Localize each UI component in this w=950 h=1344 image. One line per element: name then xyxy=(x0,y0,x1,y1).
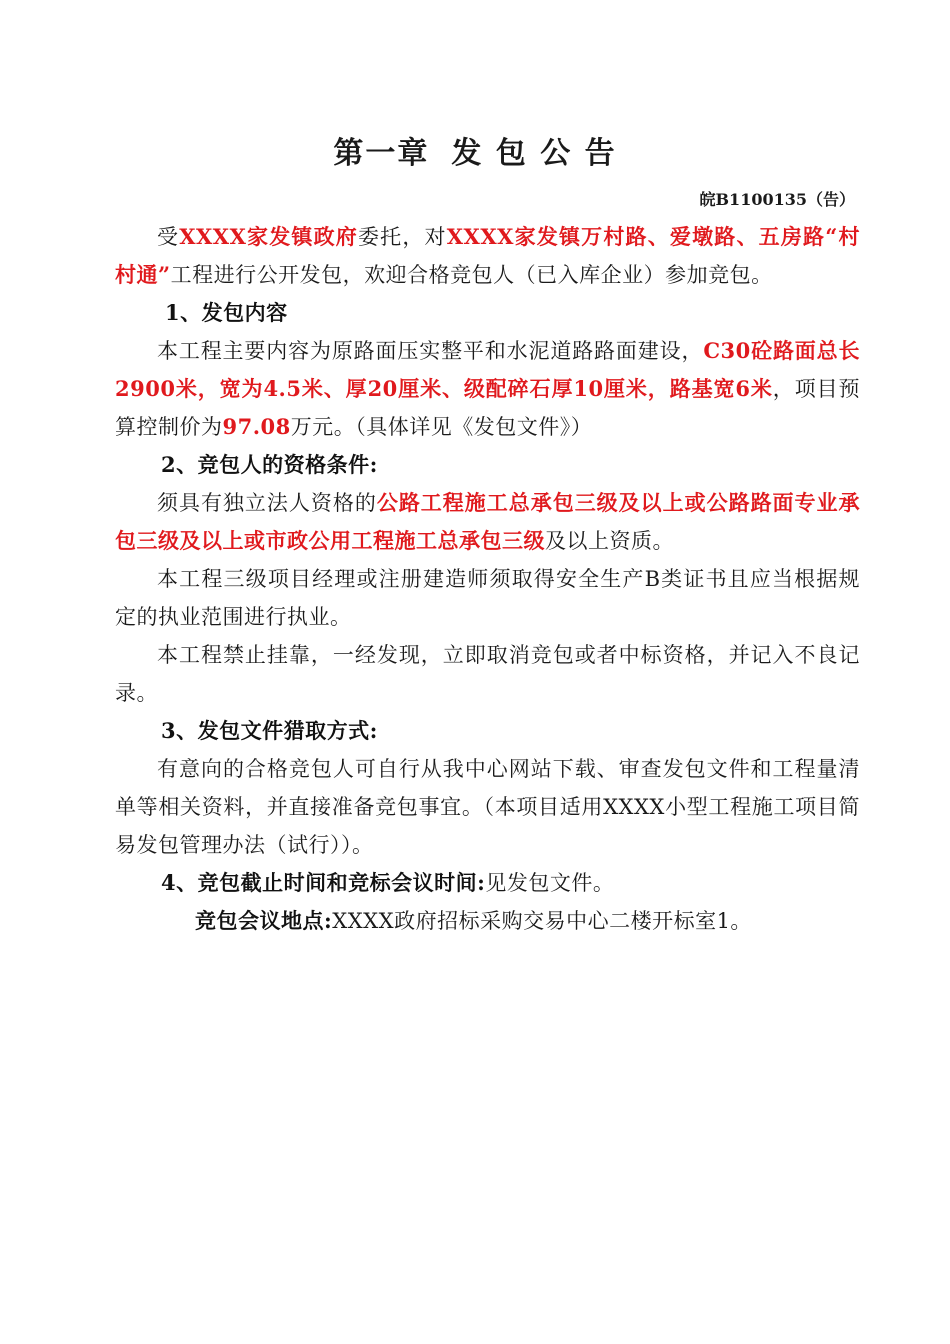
section2-text-2: 及以上资质。 xyxy=(545,529,674,553)
intro-text-1: 受 xyxy=(157,225,180,249)
section4-heading: 4、竞包截止时间和竞标会议时间: xyxy=(161,870,486,895)
intro-entity: XXXX家发镇政府 xyxy=(179,224,358,249)
section1-text-2: ，项目预算控制价为 xyxy=(115,377,860,439)
section3-heading: 3、发包文件猎取方式: xyxy=(161,718,378,743)
intro-text-3: 工程进行公开发包，欢迎合格竞包人（已入库企业）参加竞包。 xyxy=(170,263,773,287)
section1-budget: 97.08 xyxy=(222,414,291,439)
title-chapter: 第一章 xyxy=(333,136,430,171)
section2-paragraph-3: 本工程禁止挂靠，一经发现，立即取消竞包或者中标资格，并记入不良记录。 xyxy=(115,643,860,705)
section1-text-3: 万元。（具体详见《发包文件》） xyxy=(290,415,593,439)
title-text: 发 包 公 告 xyxy=(451,136,617,171)
meeting-place-value: XXXX政府招标采购交易中心二楼开标室1。 xyxy=(332,909,752,933)
document-body xyxy=(115,218,860,940)
section1-paragraph xyxy=(115,332,860,446)
section2-qualification: 公路工程施工总承包三级及以上或公路路面专业承包三级及以上或市政公用工程施工总承包三级 xyxy=(115,490,861,553)
intro-project-name: XXXX家发镇万村路、爱墩路、五房路“村村通” xyxy=(115,224,860,287)
section2-paragraph-1 xyxy=(115,484,860,560)
page-title xyxy=(0,134,950,174)
section2-text-1: 须具有独立法人资格的 xyxy=(157,491,377,515)
intro-text-2: 委托，对 xyxy=(357,225,447,249)
section4-heading-value: 见发包文件。 xyxy=(485,871,615,895)
section3-paragraph: 有意向的合格竞包人可自行从我中心网站下载、审查发包文件和工程量清单等相关资料，并直接准备竞包事宜。（本项目适用XXXX小型工程施工项目简易发包管理办法（试行））。 xyxy=(115,757,860,857)
meeting-place-line xyxy=(115,902,860,940)
section2-paragraph-2: 本工程三级项目经理或注册建造师须取得安全生产B类证书且应当根据规定的执业范围进行执业。 xyxy=(115,567,860,629)
meeting-place-label: 竞包会议地点: xyxy=(195,908,333,933)
section4-line xyxy=(115,864,860,902)
section2-heading: 2、竞包人的资格条件: xyxy=(161,452,378,477)
section1-text-1: 本工程主要内容为原路面压实整平和水泥道路路面建设， xyxy=(157,339,704,363)
document-number: 皖B1100135（告） xyxy=(699,190,855,209)
intro-paragraph xyxy=(115,218,860,294)
section1-heading: 1、发包内容 xyxy=(165,300,288,325)
section1-spec: C30砼路面总长2900米，宽为4.5米、厚20厘米、级配碎石厚10厘米，路基宽6米 xyxy=(115,338,861,401)
